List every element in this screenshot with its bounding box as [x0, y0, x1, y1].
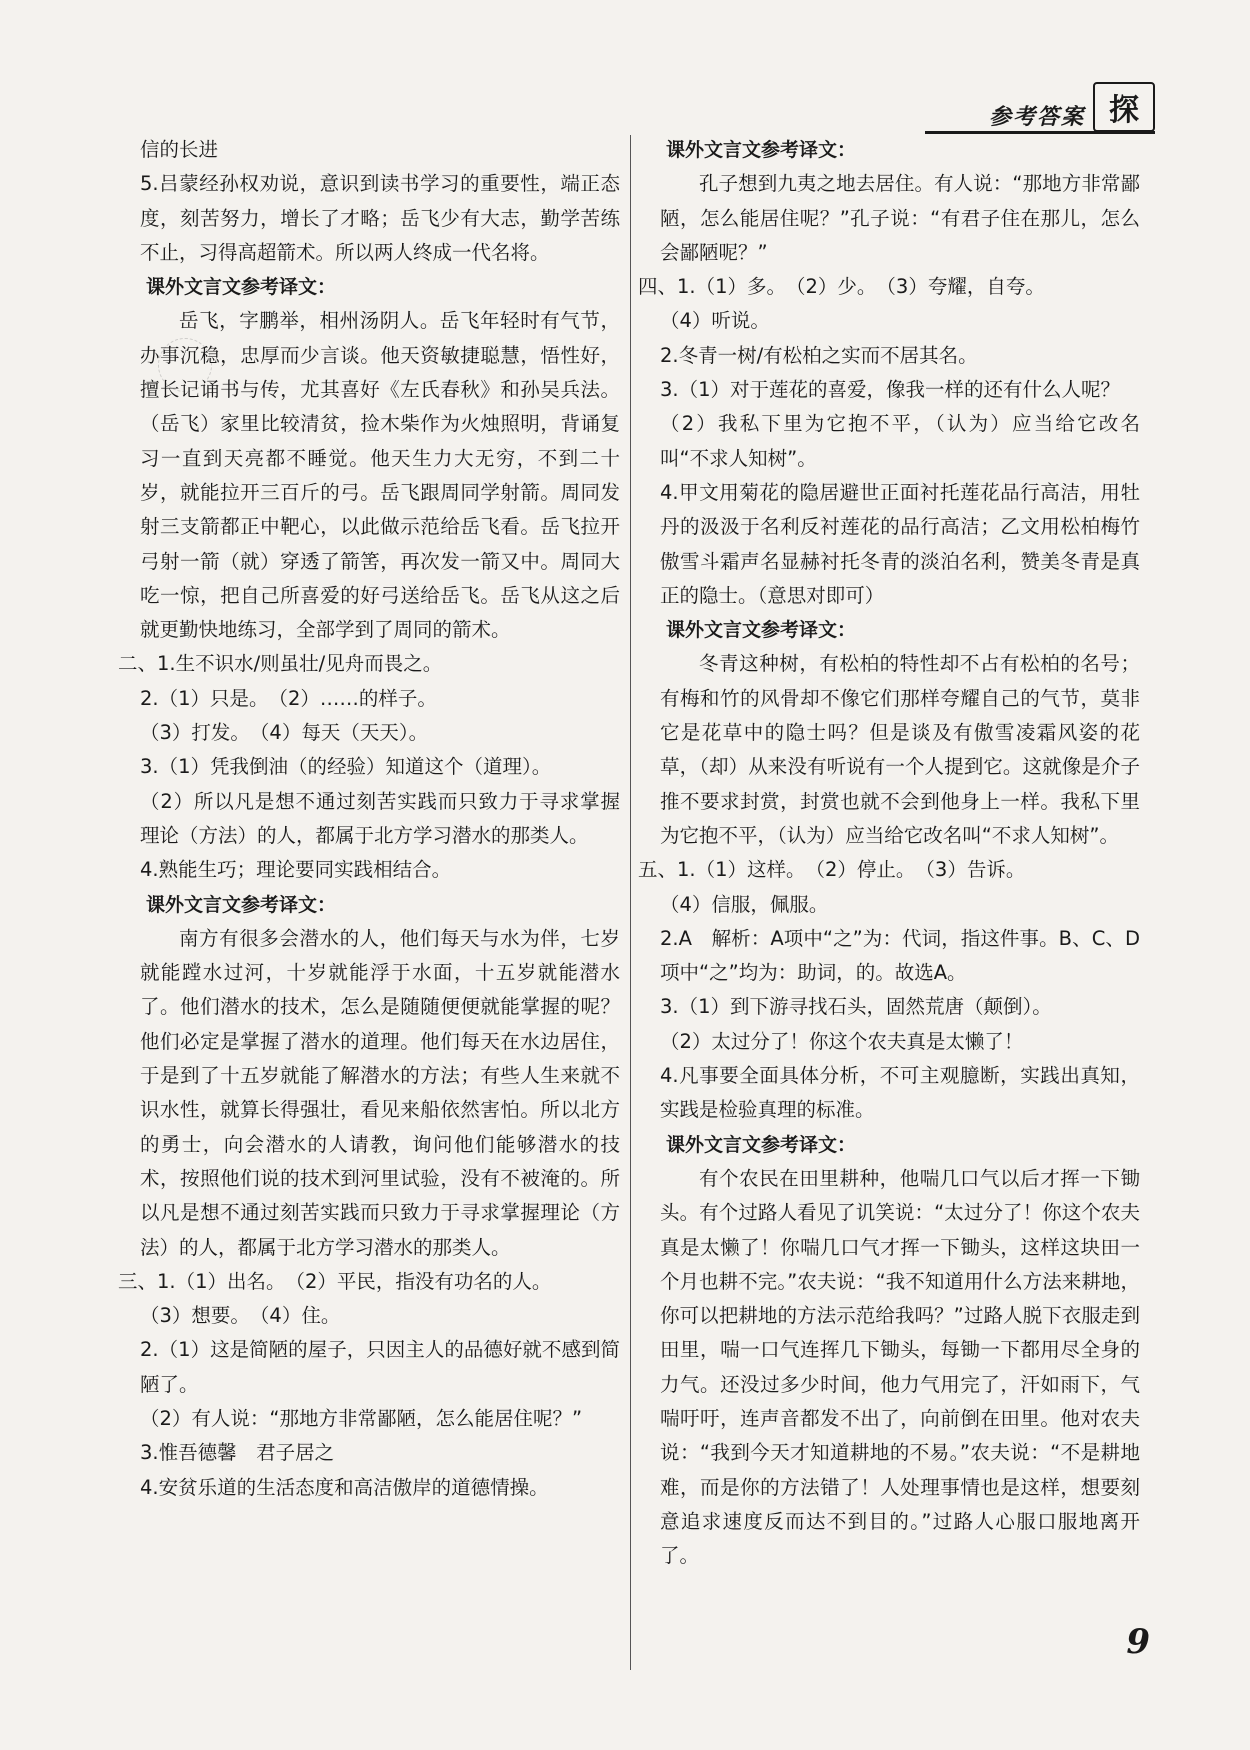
continued-line: 信的长进	[140, 138, 219, 161]
book-logo-icon: 探	[1093, 82, 1155, 132]
answer-item: 5.吕蒙经孙权劝说，意识到读书学习的重要性，端正态度，刻苦努力，增长了才略；岳飞少有大志，勤学苦练不止，习得高超箭术。所以两人终成一代名将。	[140, 172, 620, 264]
section-heading: 课外文言文参考译文：	[146, 893, 337, 916]
section-4-item-1: 四、1.（1）多。 （2）少。 （3）夸耀，自夸。	[638, 275, 1045, 299]
right-column	[638, 133, 1140, 1573]
answer-item: （4）信服，佩服。	[660, 892, 829, 916]
answer-item: （2）太过分了！你这个农夫真是太懒了！	[660, 1029, 1024, 1053]
answer-item: （2）有人说：“那地方非常鄙陋，怎么能居住呢？”	[140, 1406, 583, 1430]
answer-item: （4）听说。	[660, 309, 770, 333]
answer-item: 3.惟吾德馨 君子居之	[140, 1441, 335, 1465]
column-divider	[630, 135, 631, 1670]
translation-paragraph: 孔子想到九夷之地去居住。有人说：“那地方非常鄙陋，怎么能居住呢？”孔子说：“有君子住在那儿，怎么会鄙陋呢？”	[660, 172, 1140, 264]
answer-item: 3.（1）对于莲花的喜爱，像我一样的还有什么人呢？	[660, 378, 1121, 402]
section-heading: 课外文言文参考译文：	[666, 139, 857, 161]
translation-paragraph: 南方有很多会潜水的人，他们每天与水为伴，七岁就能蹚水过河，十岁就能浮于水面，十五岁就能潜水了。他们潜水的技术，怎么是随随便便就能掌握的呢？他们必定是掌握了潜水的道理。他们每天在水边居住，于是到了十五岁就能了解潜水的方法；有些人生来就不识水性，就算长得强壮，看见来船依然害怕。所以北方的勇士，向会潜水的人请教，询问他们能够潜水的技术，按照他们说的技术到河里试验，没有不被淹的。所以凡是想不通过刻苦实践而只致力于寻求掌握理论（方法）的人，都属于北方学习潜水的那类人。	[140, 926, 620, 1259]
section-5-item-1: 五、1.（1）这样。 （2）停止。 （3）告诉。	[638, 858, 1026, 882]
answer-item: 4.安贫乐道的生活态度和高洁傲岸的道德情操。	[140, 1475, 549, 1499]
answer-item: 2.A 解析：A项中“之”为：代词，指这件事。B、C、D项中“之”均为：助词，的。故选A。	[660, 926, 1140, 985]
left-column	[118, 133, 620, 1505]
header-title: 参考答案	[988, 104, 1085, 130]
answer-item: （2）我私下里为它抱不平，（认为）应当给它改名叫“不求人知树”。	[660, 412, 1140, 470]
page-header	[855, 82, 1155, 134]
section-heading: 课外文言文参考译文：	[146, 276, 337, 299]
page-number: 9	[1126, 1622, 1150, 1662]
section-3-item-1: 三、1.（1）出名。 （2）平民，指没有功名的人。	[118, 1269, 552, 1293]
answer-item: 2.（1）只是。 （2）……的样子。	[140, 686, 437, 710]
translation-paragraph: 有个农民在田里耕种，他喘几口气以后才挥一下锄头。有个过路人看见了讥笑说：“太过分了！你这个农夫真是太懒了！你喘几口气才挥一下锄头，这样这块田一个月也耕不完。”农夫说：“我不知道用什么方法来耕地，你可以把耕地的方法示范给我吗？”过路人脱下衣服走到田里，喘一口气连挥几下锄头，每锄一下都用尽全身的力气。还没过多少时间，他力气用完了，汗如雨下，气喘吁吁，连声音都发不出了，向前倒在田里。他对农夫说：“我到今天才知道耕地的不易。”农夫说：“不是耕地难，而是你的方法错了！人处理事情也是这样，想要刻意追求速度反而达不到目的。”过路人心服口服地离开了。	[660, 1166, 1140, 1568]
answer-item: （3）想要。 （4）住。	[140, 1304, 341, 1328]
translation-paragraph: 冬青这种树，有松柏的特性却不占有松柏的名号；有梅和竹的风骨却不像它们那样夸耀自己的气节，莫非它是花草中的隐士吗？但是谈及有傲雪凌霜风姿的花草，（却）从来没有听说有一个人提到它。这就像是介子推不要求封赏，封赏也就不会到他身上一样。我私下里为它抱不平，（认为）应当给它改名叫“不求人知树”。	[660, 652, 1140, 847]
answer-item: 4.熟能生巧；理论要同实践相结合。	[140, 858, 452, 882]
answer-item: 2.冬青一树/有松柏之实而不居其名。	[660, 343, 978, 367]
section-2-item-1: 二、1.生不识水/则虽壮/见舟而畏之。	[118, 652, 443, 676]
answer-item: （3）打发。 （4）每天（天天）。	[140, 721, 429, 745]
translation-paragraph: 岳飞，字鹏举，相州汤阴人。岳飞年轻时有气节，办事沉稳，忠厚而少言谈。他天资敏捷聪慧，悟性好，擅长记诵书与传，尤其喜好《左氏春秋》和孙吴兵法。（岳飞）家里比较清贫，捡木柴作为火烛照明，背诵复习一直到天亮都不睡觉。他天生力大无穷，不到二十岁，就能拉开三百斤的弓。岳飞跟周同学射箭。周同发射三支箭都正中靶心，以此做示范给岳飞看。岳飞拉开弓射一箭（就）穿透了箭筈，再次发一箭又中。周同大吃一惊，把自己所喜爱的好弓送给岳飞。岳飞从这之后就更勤快地练习，全部学到了周同的箭术。	[140, 309, 620, 642]
answer-item: 2.（1）这是简陋的屋子，只因主人的品德好就不感到简陋了。	[140, 1338, 620, 1396]
section-heading: 课外文言文参考译文：	[666, 619, 857, 642]
section-heading: 课外文言文参考译文：	[666, 1133, 857, 1156]
answer-item: 3.（1）凭我倒油（的经验）知道这个（道理）。	[140, 755, 552, 779]
answer-item: 4.甲文用菊花的隐居避世正面衬托莲花品行高洁，用牡丹的汲汲于名利反衬莲花的品行高洁；乙文用松柏梅竹傲雪斗霜声名显赫衬托冬青的淡泊名利，赞美冬青是真正的隐士。（意思对即可）	[660, 480, 1140, 607]
answer-item: （2）所以凡是想不通过刻苦实践而只致力于寻求掌握理论（方法）的人，都属于北方学习潜水的那类人。	[140, 789, 620, 847]
answer-item: 4.凡事要全面具体分析，不可主观臆断，实践出真知，实践是检验真理的标准。	[660, 1064, 1140, 1122]
answer-item: 3.（1）到下游寻找石头，固然荒唐（颠倒）。	[660, 995, 1052, 1019]
